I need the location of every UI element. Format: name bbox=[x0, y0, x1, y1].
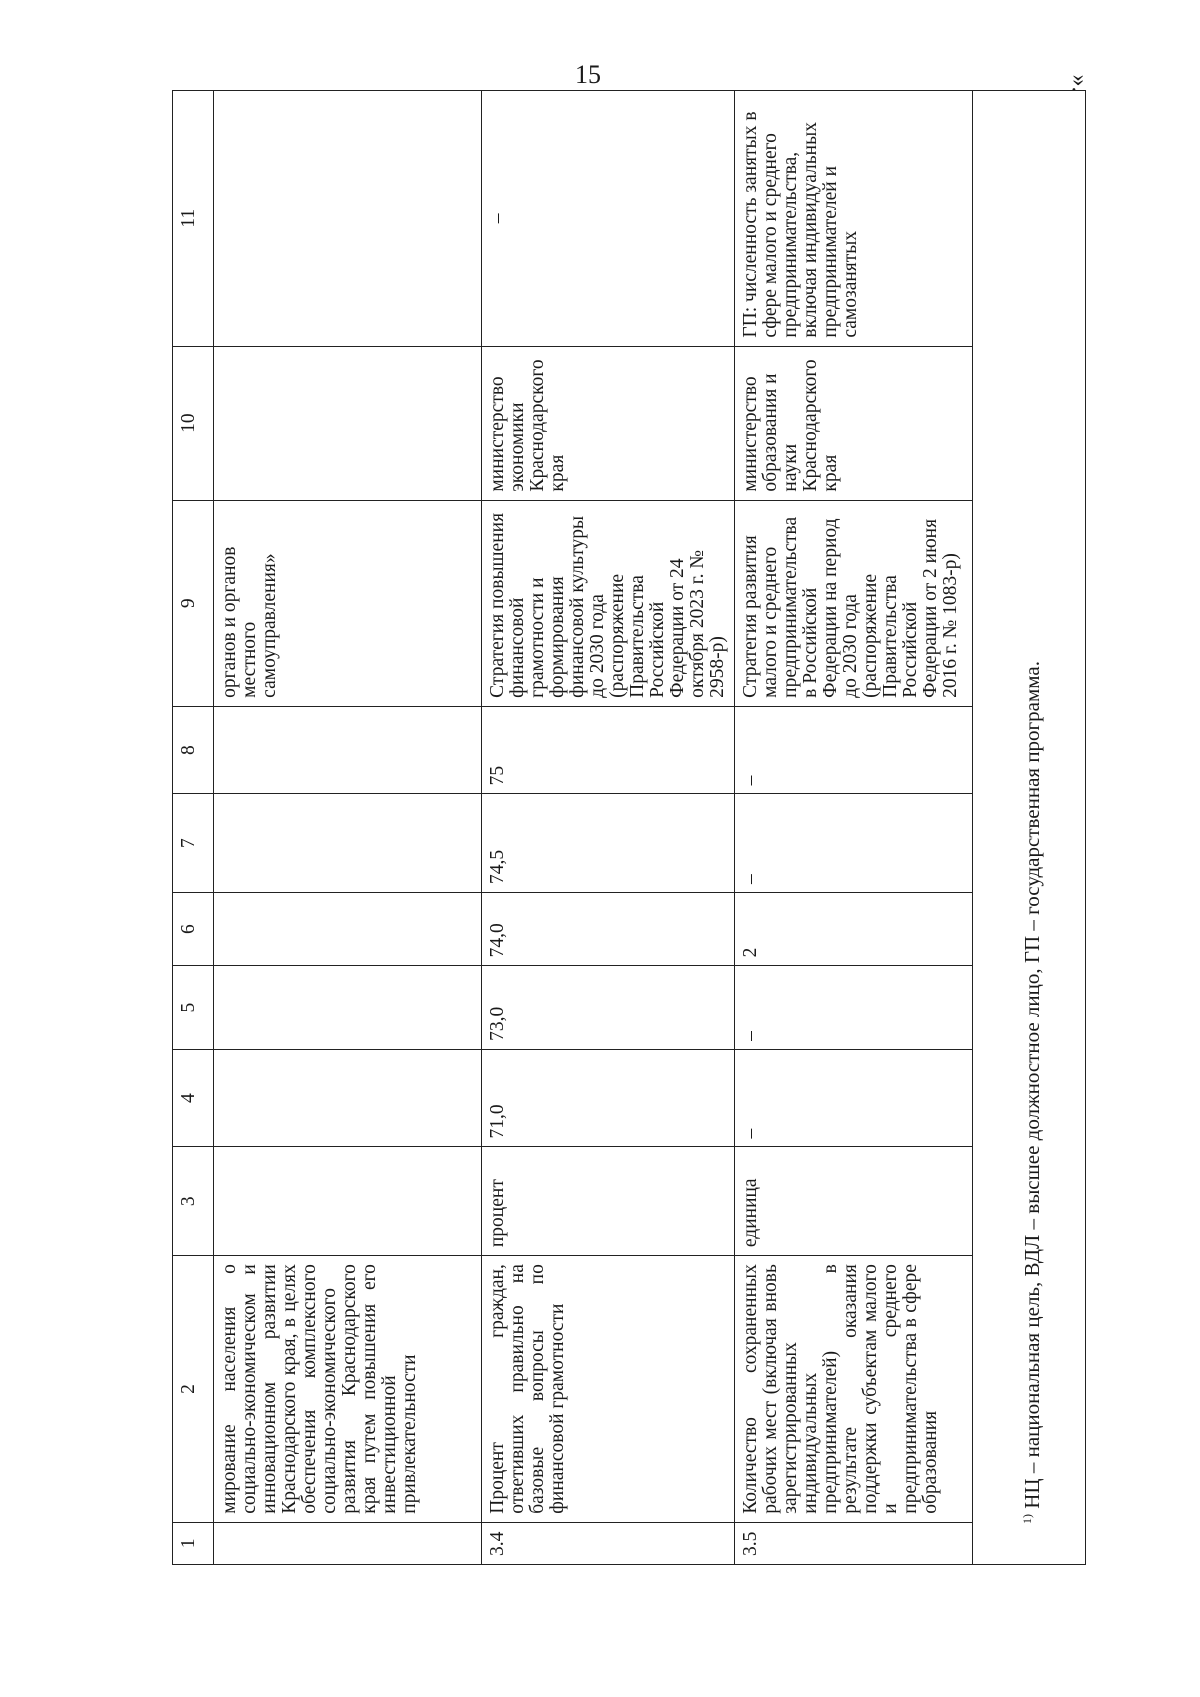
closing-quote-mark: ». bbox=[1066, 74, 1093, 93]
value-col4: 71,0 bbox=[482, 1049, 735, 1147]
value-col6: 74,0 bbox=[482, 892, 735, 965]
responsible-body: министерство образования и науки Краснодарского края bbox=[735, 346, 973, 500]
header-cell: 10 bbox=[173, 346, 214, 500]
value-col4 bbox=[214, 1049, 482, 1147]
header-cell: 1 bbox=[173, 1522, 214, 1564]
value-col7 bbox=[214, 794, 482, 893]
table-row bbox=[482, 91, 735, 1565]
value-col6 bbox=[214, 892, 482, 965]
page-number: 15 bbox=[575, 60, 601, 89]
value-col8 bbox=[214, 706, 482, 794]
value-col8: – bbox=[735, 706, 973, 794]
value-col6: 2 bbox=[735, 892, 973, 965]
related-goal: – bbox=[482, 91, 735, 347]
header-cell: 4 bbox=[173, 1049, 214, 1147]
related-goal bbox=[214, 91, 482, 347]
unit: процент bbox=[482, 1147, 735, 1256]
footnote-row bbox=[973, 91, 1086, 1565]
header-cell: 6 bbox=[173, 892, 214, 965]
header-cell: 2 bbox=[173, 1256, 214, 1523]
responsible-body bbox=[214, 346, 482, 500]
row-number: 3.4 bbox=[482, 1522, 735, 1564]
value-col7: 74,5 bbox=[482, 794, 735, 893]
header-cell: 8 bbox=[173, 706, 214, 794]
header-cell: 3 bbox=[173, 1147, 214, 1256]
footnote-text: НЦ – национальная цель, ВДЛ – высшее должностное лицо, ГП – государственная программа. bbox=[1019, 660, 1044, 1509]
table-row bbox=[735, 91, 973, 1565]
strategy-document: Стратегия повышения финансовой грамотности и формирования финансовой культуры до 2030 года (распоряжение Правительства Российской Федерации от 24 октября 2023 г. № 2958-р) bbox=[482, 500, 735, 706]
header-cell: 7 bbox=[173, 794, 214, 893]
indicators-table bbox=[172, 90, 1086, 1565]
value-col5: – bbox=[735, 966, 973, 1050]
value-col5: 73,0 bbox=[482, 966, 735, 1050]
indicator-name: Количество сохраненных рабочих мест (включая вновь зарегистрированных индивидуальных предпринимателей) в результате оказания поддержки субъектам малого и среднего предпринимательства в сфере образования bbox=[735, 1256, 973, 1523]
row-number: 3.5 bbox=[735, 1522, 973, 1564]
table-row bbox=[214, 91, 482, 1565]
value-col5 bbox=[214, 966, 482, 1050]
header-cell: 11 bbox=[173, 91, 214, 347]
strategy-document: Стратегия развития малого и среднего предпринимательства в Российской Федерации на период до 2030 года (распоряжение Правительства Российской Федерации от 2 июня 2016 г. № 1083-р) bbox=[735, 500, 973, 706]
header-cell: 5 bbox=[173, 966, 214, 1050]
strategy-document: органов и органов местного самоуправления» bbox=[214, 500, 482, 706]
value-col8: 75 bbox=[482, 706, 735, 794]
footnote-marker: 1) bbox=[1019, 1514, 1034, 1524]
unit: единица bbox=[735, 1147, 973, 1256]
indicator-name: мирование населения о социально-экономическом и инновационном развитии Краснодарского края, в целях обеспечения комплексного социально-экономического развития Краснодарского края путем повышения его инвестиционной привлекательности bbox=[214, 1256, 482, 1523]
rotated-page-content bbox=[172, 90, 1072, 1565]
related-goal: ГП: численность занятых в сфере малого и среднего предпринимательства, включая индивидуальных предпринимателей и самозанятых bbox=[735, 91, 973, 347]
value-col4: – bbox=[735, 1049, 973, 1147]
responsible-body: министерство экономики Краснодарского края bbox=[482, 346, 735, 500]
header-cell: 9 bbox=[173, 500, 214, 706]
indicator-name: Процент граждан, ответивших правильно на базовые вопросы по финансовой грамотности bbox=[482, 1256, 735, 1523]
row-number bbox=[214, 1522, 482, 1564]
header-row bbox=[173, 91, 214, 1565]
unit bbox=[214, 1147, 482, 1256]
footnote bbox=[973, 91, 1086, 1565]
value-col7: – bbox=[735, 794, 973, 893]
